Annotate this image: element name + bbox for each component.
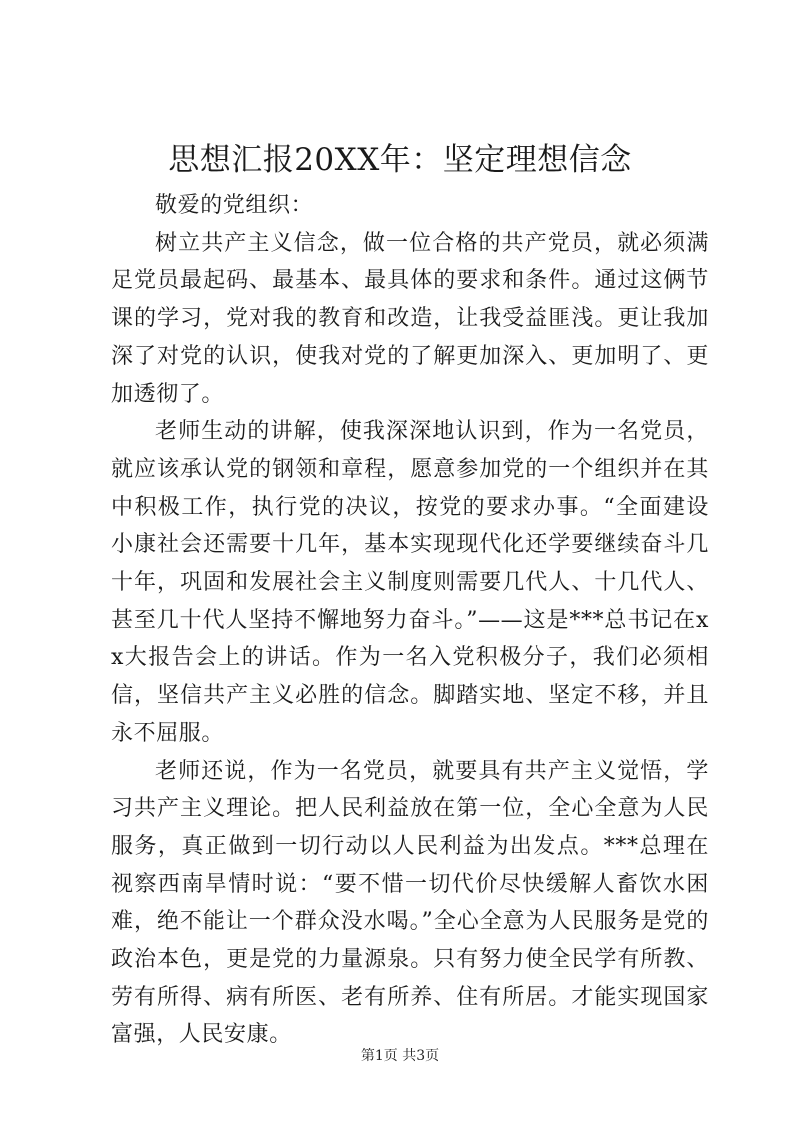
paragraph-1: 树立共产主义信念，做一位合格的共产党员，就必须满足党员最起码、最基本、最具体的要求和条件。通过这俩节课的学习，党对我的教育和改造，让我受益匪浅。更让我加深了对党的认识，使我对党的了解更加深入、更加明了、更加透彻了。	[111, 230, 709, 407]
paragraph-2: 老师生动的讲解，使我深深地认识到，作为一名党员，就应该承认党的钢领和章程，愿意参加党的一个组织并在其中积极工作，执行党的决议，按党的要求办事。“全面建设小康社会还需要十几年，基本实现现代化还学要继续奋斗几十年，巩固和发展社会主义制度则需要几代人、十几代人、甚至几十代人坚持不懈地努力奋斗。”——这是***总书记在xx大报告会上的讲话。作为一名入党积极分子，我们必须相信，坚信共产主义必胜的信念。脚踏实地、坚定不移，并且永不屈服。	[111, 419, 709, 746]
document-title: 思想汇报20XX年：坚定理想信念	[168, 142, 632, 178]
salutation: 敬爱的党组织：	[155, 193, 314, 218]
paragraph-3: 老师还说，作为一名党员，就要具有共产主义觉悟，学习共产主义理论。把人民利益放在第一位，全心全意为人民服务，真正做到一切行动以人民利益为出发点。***总理在视察西南旱情时说：“要不惜一切代价尽快缓解人畜饮水困难，绝不能让一个群众没水喝。”全心全意为人民服务是党的政治本色，更是党的力量源泉。只有努力使全民学有所教、劳有所得、病有所医、老有所养、住有所居。才能实现国家富强，人民安康。	[111, 758, 709, 1048]
document-body	[111, 187, 709, 1054]
page-footer: 第1页 共3页	[360, 1048, 440, 1064]
